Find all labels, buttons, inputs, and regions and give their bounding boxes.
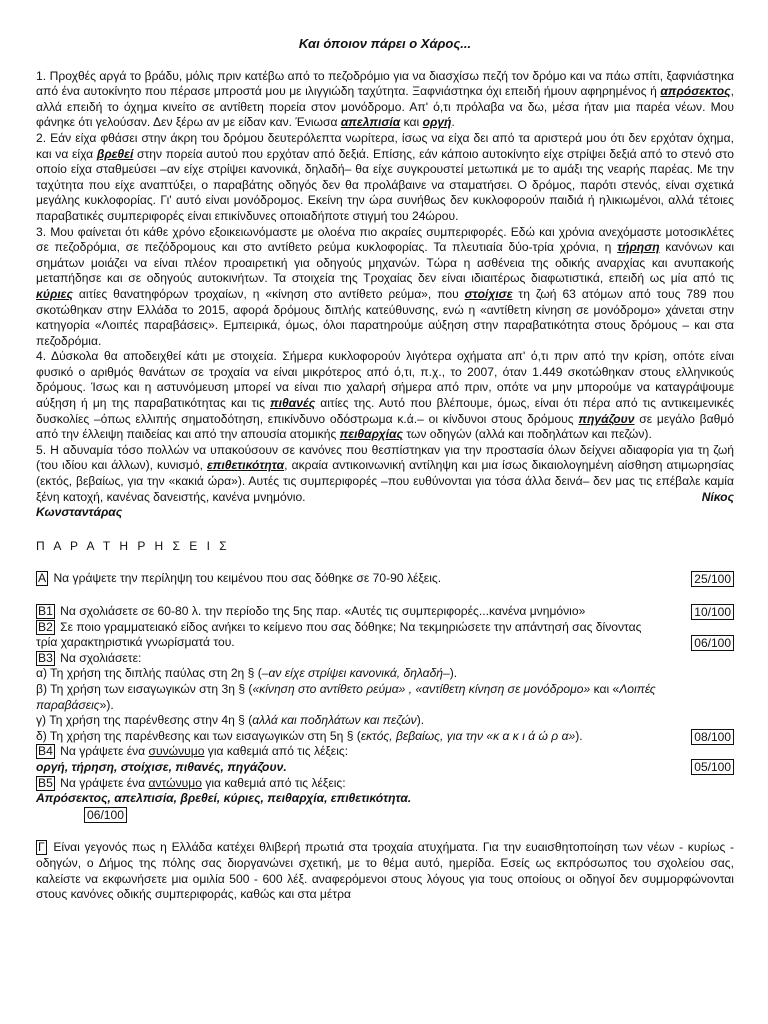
- text-run: 5. Η αδυναμία τόσο πολλών να υπακούσουν σε κανόνες που θεσπίστηκαν για την προστασία όλων δείχνει αδιαφορία για τη ζωή (του ιδίου και άλλων), κυνισμό,: [36, 442, 734, 473]
- task-b5: Β5 Να γράψετε ένα αντώνυμο για καθεμιά από τις λέξεις: Απρόσεκτος, απελπισία, βρεθεί, κύριες, πειθαρχία, επιθετικότητα. 06/100: [36, 776, 734, 824]
- highlight-word: επιθετικότητα: [207, 458, 285, 473]
- task-text: Σε ποιο γραμματειακό είδος ανήκει το κείμενο που σας δόθηκε; Να τεκμηριώσετε την απάντησή σας δίνοντας τρία χαρακτηριστικά γνωρίσματά του.: [36, 619, 642, 650]
- text-run: αιτίες της. Αυτό που βλέπουμε, όμως, είναι ότι πέρα από τις αντικειμενικές δυσκολίες –όπως ελλιπής σηματοδότηση, επικίνδυνο οδόστρωμα κ.ά.– οι κίνδυνοι στους δρόμους: [36, 396, 735, 426]
- paragraph-3: [36, 225, 734, 350]
- score-box: 06/100: [84, 807, 127, 823]
- text-run: , ακραία αντικοινωνική αντίληψη και μια ίσως δικαιολογημένη αίσθηση ατιμωρησίας (εκτός, βεβαίως, για την «κακιά ώρα»). Αυτές τις συμπεριφορές –που ευθύνονται για τόσα άλλα δεινά– δεν μας τις επέβαλε καμία ξένη κατοχή, κανένας δανειστής, κανένα μνημόνιο.: [36, 458, 734, 504]
- text-run: των οδηγών (αλλά και ποδηλάτων και πεζών).: [402, 427, 652, 442]
- task-tag: Α: [38, 571, 47, 586]
- text-run: 3. Μου φαίνεται ότι κάθε χρόνο εξοικειωνόμαστε με ολοένα πιο ακραίες συμπεριφορές. Εδώ και χρόνια ανεχόμαστε μοτοσικλέτες σε πεζοδρόμια, σε πεζόδρομους και στο αντίθετο ρεύμα κυκλοφορίας. Τα πλευτιαία δύο-τρία χρόνια, η: [36, 224, 734, 255]
- score-box: 08/100: [691, 729, 734, 745]
- score-box: 25/100: [691, 571, 734, 587]
- text-run: 4. Δύσκολα θα αποδειχθεί κάτι με στοιχεία. Σήμερα κυκλοφορούν λιγότερα οχήματα απ' ό,τι πριν από την κρίση, οπότε είναι φυσικό ο αριθμός θανάτων σε τροχαία να είναι μικρότερος από ό,τι, π.χ., το 2007, όταν 1.449 σκοτώθηκαν στους ελληνικούς δρόμους. Ίσως και η αστυνόμευση μπορεί να είναι πιο χαλαρή σήμερα από πριν, οπότε να μην μπορούμε να καταγράψουμε αύξηση ή μη της παραβατικότητας και τις: [36, 349, 734, 411]
- task-b3-b: β) Τη χρήση των εισαγωγικών στη 3η § («κίνηση στο αντίθετο ρεύμα» , «αντίθετη κίνηση σε μονόδρομο» και «Λοιπές παραβάσεις»).: [36, 681, 656, 712]
- document-page: [36, 0, 734, 903]
- task-b3-c: γ) Τη χρήση της παρένθεσης στην 4η § (αλλά και ποδηλάτων και πεζών).: [36, 713, 425, 728]
- task-tag: Β5: [38, 775, 53, 790]
- score-box: 06/100: [691, 635, 734, 651]
- task-text: Να σχολιάσετε:: [56, 650, 142, 665]
- document-title: Και όποιον πάρει ο Χάρος...: [298, 36, 472, 51]
- task-tag: Β3: [38, 650, 53, 665]
- text-run: και: [400, 115, 423, 130]
- text-run: 1. Προχθές αργά το βράδυ, μόλις πριν κατέβω από το πεζοδρόμιο για να διασχίσω πεζή τον δρόμο και να πάω σπίτι, ξαφνιάστηκα από ένα αυτοκίνητο που πέρασε μπροστά μου με ιλιγγιώδη ταχύτητα. Ξαφνιάστηκα όχι επειδή ήμουν αφηρημένος ή: [36, 68, 734, 99]
- text-run: αιτίες θανατηφόρων τροχαίων, η «κίνηση στο αντίθετο ρεύμα», που: [72, 286, 465, 301]
- task-text: Να σχολιάσετε σε 60-80 λ. την περίοδο της 5ης παρ. «Αυτές τις συμπεριφορές...κανένα μνημόνιο»: [56, 604, 586, 618]
- task-b3-d: δ) Τη χρήση της παρένθεσης και των εισαγωγικών στη 5η § (εκτός, βεβαίως, για την «κ α κ ι ά ώ ρ α»).: [36, 728, 583, 743]
- highlight-word: πηγάζουν: [578, 411, 635, 426]
- score-box: 05/100: [691, 759, 734, 775]
- task-b3-a: α) Τη χρήση της διπλής παύλας στη 2η § (–αν είχε στρίψει κανονικά, δηλαδή–).: [36, 666, 458, 681]
- task-tag: Β1: [38, 604, 53, 618]
- highlight-word: πιθανές: [270, 396, 316, 411]
- text-run: .: [451, 115, 455, 130]
- highlight-word: απελπισία: [340, 115, 401, 130]
- task-tag: Γ: [38, 840, 45, 855]
- highlight-word: τήρηση: [617, 240, 660, 255]
- task-text: Είναι γεγονός πως η Ελλάδα κατέχει θλιβερή πρωτιά στα τροχαία ατυχήματα. Για την ευαισθητοποίηση των νέων - κυρίως - οδηγών, ο Δήμος της πόλης σας διοργανώνει σχετική, με το θέμα αυτό, ημερίδα. Εσείς ως εκπρόσωπος του σχολείου σας, καλείστε να εκφωνήσετε μια ομιλία 500 - 600 λέξ. αναφερόμενοι στους λόγους για τους οποίους οι οδηγοί δεν συμμορφώνονται στους κανόνες οδικής συμπεριφοράς, καθώς και στα μέτρα: [36, 840, 734, 902]
- task-b2: [36, 620, 734, 651]
- paragraph-2: [36, 131, 734, 225]
- task-tag: Β4: [38, 744, 53, 759]
- notes-heading: Π Α Ρ Α Τ Η Ρ Η Σ Ε Ι Σ: [36, 538, 230, 553]
- paragraph-5: [36, 443, 734, 505]
- highlight-word: στοίχισε: [464, 286, 513, 301]
- task-text: Να γράψετε την περίληψη του κειμένου που σας δόθηκε σε 70-90 λέξεις.: [50, 571, 442, 586]
- text-run: , αλλά επειδή το όχημα κινείτο σε αντίθετη πορεία στον μονόδρομο. Απ' ό,τι πρόλαβα να δω, μέσα ήταν μια παρέα νέων. Μου φάνηκε ότι γελούσαν. Δεν ξέρω αν με είδαν καν. Ένιωσα: [36, 84, 734, 130]
- task-b4: Β4 Να γράψετε ένα συνώνυμο για καθεμιά από τις λέξεις: οργή, τήρηση, στοίχισε, πιθανές, πηγάζουν. 05/100: [36, 744, 734, 775]
- task-b1: [36, 604, 734, 620]
- text-run: σε μεγάλο βαθμό από την έλλειψη παιδείας και από την απουσία ατομικής: [36, 411, 734, 442]
- author-first-name: Νίκος: [701, 489, 734, 504]
- text-run: στην πορεία αυτού που ερχόταν από δεξιά. Επίσης, εάν κάποιο αυτοκίνητο είχε στρίψει δεξιά από το στενό στο οποίο είχα σταθμεύσει –αν είχε στρίψει κανονικά, δηλαδή– θα είχε συγκρουστεί μετωπικά με το αμάξι της νεαρής παρέας. Με την ταχύτητα που είχε αναπτύξει, ο παραβάτης οδηγός δεν θα προλάβαινε να σταματήσει. Ο δρόμος, παρότι στενός, είναι σχετικά μεγάλης κυκλοφορίας. Γι' αυτό είναι μονόδρομος. Εκείνη την ώρα συνήθως δεν κυκλοφορούν παιδιά ή ηλικιωμένοι, αλλά τέτοιες παραβατικές συμπεριφορές είναι επικίνδυνες οποιαδήποτε στιγμή του 24ώρου.: [36, 146, 734, 223]
- highlight-word: οργή: [422, 115, 452, 130]
- text-run: 2. Εάν είχα φθάσει στην άκρη του δρόμου δευτερόλεπτα νωρίτερα, ίσως να είχα δει από τα αριστερά μου ότι δεν ερχόταν όχημα, και να είχα: [36, 130, 734, 161]
- author-last-name: Κωνσταντάρας: [36, 505, 123, 520]
- task-a: [36, 571, 734, 587]
- task-b4-words: οργή, τήρηση, στοίχισε, πιθανές, πηγάζουν.: [36, 759, 287, 774]
- highlight-word: απρόσεκτος: [660, 84, 731, 99]
- task-b5-words: Απρόσεκτος, απελπισία, βρεθεί, κύριες, πειθαρχία, επιθετικότητα.: [36, 791, 412, 806]
- task-g: [36, 840, 734, 902]
- paragraph-1: [36, 69, 734, 131]
- text-run: κανόνων και σημάτων μοιάζει να είναι πλέον προαιρετική για οδηγούς μηχανών. Τώρα η ασθένεια της οδικής αναρχίας και ανυπακοής μεταπήδησε και σε οδηγούς αυτοκινήτων. Τα στοιχεία της Τροχαίας δεν είναι ιδιαιτέρως διαφωτιστικά, επειδή ως μία από τις: [36, 240, 735, 286]
- highlight-word: βρεθεί: [96, 146, 134, 161]
- highlight-word: πειθαρχίας: [339, 427, 403, 442]
- highlight-word: κύριες: [36, 286, 73, 301]
- task-b3: [36, 651, 734, 745]
- paragraph-4: [36, 349, 734, 443]
- task-tag: Β2: [38, 619, 53, 634]
- score-box: 10/100: [691, 604, 734, 620]
- text-run: τη ζωή 63 ατόμων από τους 789 που σκοτώθηκαν στην Ελλάδα το 2015, αφορά δρόμους διπλής κατεύθυνσης, ενώ η «αντίθετη κίνηση σε μονόδρομο» χάνεται στην κατηγορία «Λοιπές παραβάσεις». Εμπειρικά, όμως, όλοι παρατηρούμε αύξηση στην παραβατικότητα στους δρόμους – και στα πεζοδρόμια.: [36, 286, 734, 348]
